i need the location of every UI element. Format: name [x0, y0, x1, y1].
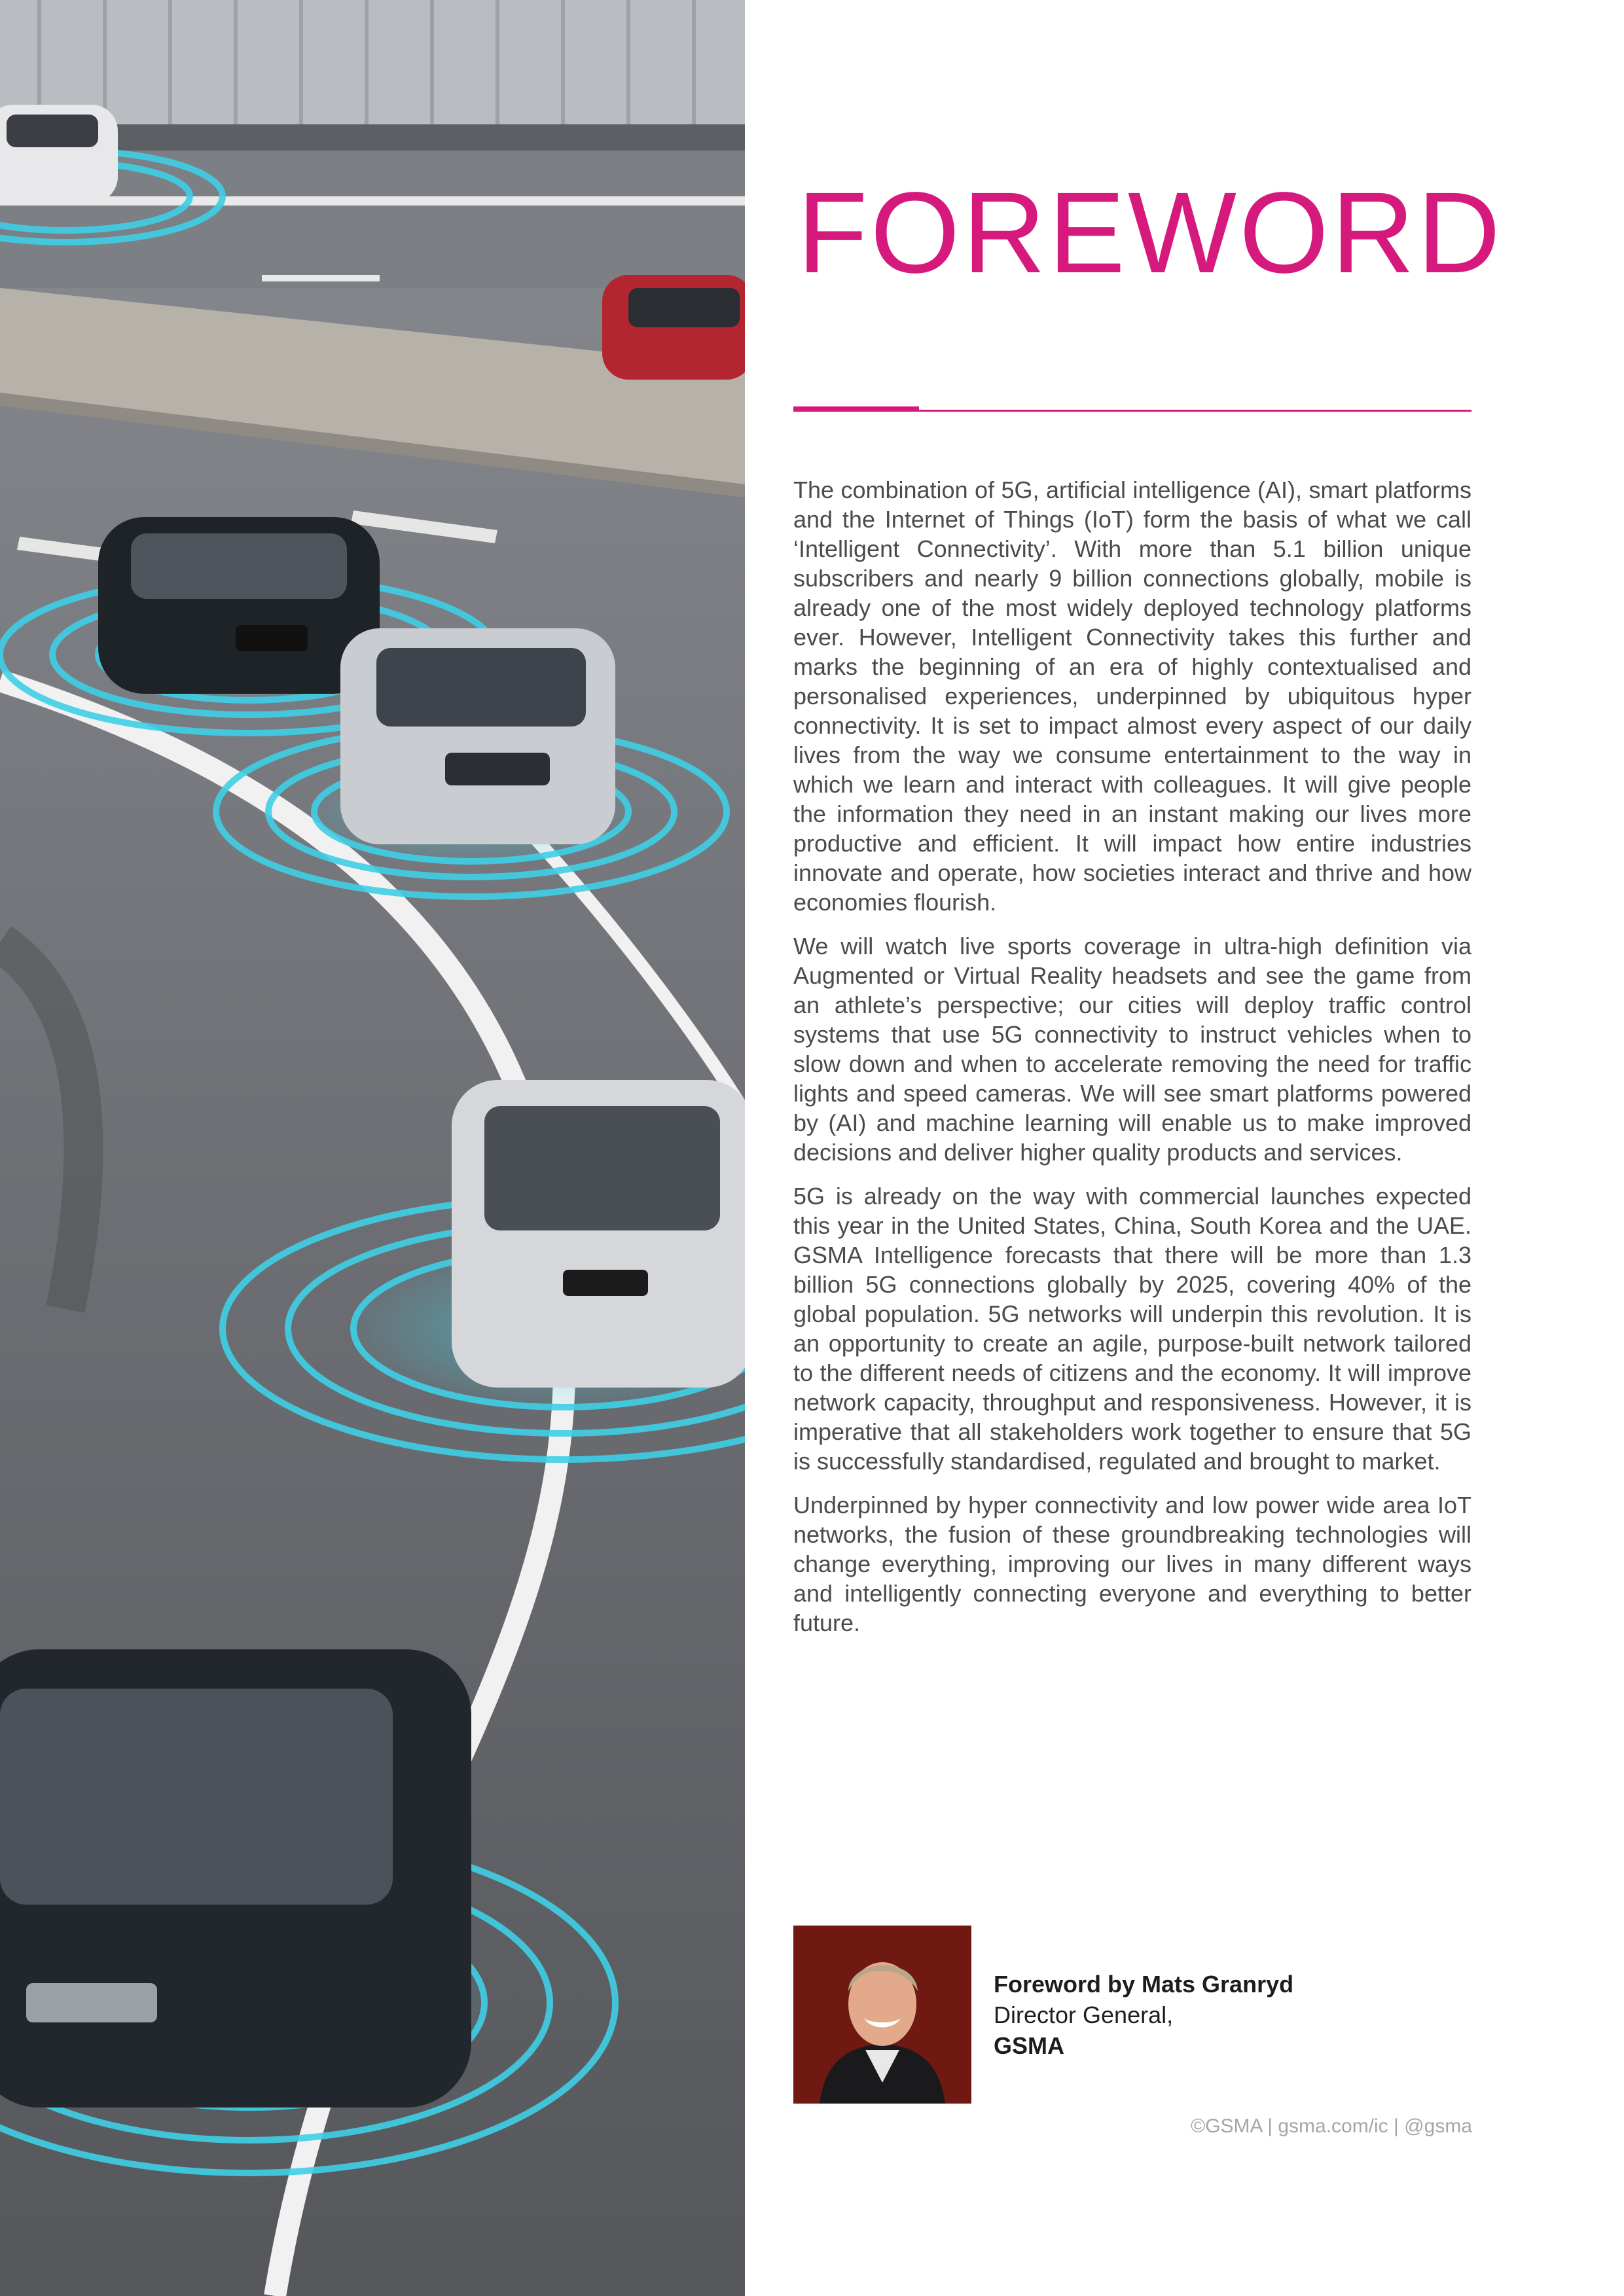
paragraph: Underpinned by hyper connectivity and low power wide area IoT networks, the fusion of these groundbreaking technologies will change everything, improving our lives in many different ways and intelligently connecting everyone and everything to better future.: [793, 1492, 1471, 1636]
page-footer: ©GSMA | gsma.com/ic | @gsma: [1191, 2115, 1472, 2137]
paragraph: The combination of 5G, artificial intelligence (AI), smart platforms and the Internet of Things (IoT) form the basis of what we call ‘Intelligent Connectivity’. With more than 5.1 billion unique subscribers and nearly 9 billion connections globally, mobile is already one of the most widely deployed technology platforms ever. However, Intelligent Connectivity takes this further and marks the beginning of an era of highly contextualised and personalised experiences, underpinned by ubiquitous hyper connectivity. It is set to impact almost every aspect of our daily lives from the way we consume entertainment to the way in which we learn and interact with colleagues. It will give people the information they need in an instant making our lives more productive and efficient. It will impact how entire industries innovate and operate, how societies interact and thrive and how economies flourish.: [793, 476, 1471, 916]
highway-illustration: [0, 0, 745, 2296]
byline-organization: GSMA: [994, 2032, 1064, 2059]
author-byline: [994, 1969, 1293, 2061]
car-black-1: [98, 517, 380, 694]
page-title: FOREWORD: [797, 169, 1504, 297]
title-divider-accent: [793, 406, 919, 412]
portrait-image: [793, 1926, 971, 2104]
byline-author: Foreword by Mats Granryd: [994, 1971, 1294, 1998]
cover-photo: [0, 0, 745, 2296]
paragraph: We will watch live sports coverage in ultra-high definition via Augmented or Virtual Reality headsets and see the game from an athlete’s perspective; our cities will deploy traffic control systems that use 5G connectivity to instruct vehicles when to slow down and when to accelerate removing the need for traffic lights and speed cameras. We will see smart platforms powered by (AI) and machine learning will enable us to make improved decisions and deliver higher quality products and services.: [793, 933, 1471, 1166]
car-red: [602, 275, 745, 380]
paragraph: 5G is already on the way with commercial launches expected this year in the United States, China, South Korea and the UAE. GSMA Intelligence forecasts that there will be more than 1.3 billion 5G connections globally by 2025, covering 40% of the global population. 5G networks will underpin this revolution. It is an opportunity to create an agile, purpose-built network tailored to the different needs of citizens and the economy. It will improve network capacity, throughput and responsiveness. However, it is imperative that all stakeholders work together to ensure that 5G is successfully standardised, regulated and brought to market.: [793, 1183, 1471, 1475]
foreword-body: [793, 475, 1471, 1652]
byline-role: Director General,: [994, 2001, 1174, 2028]
author-portrait: [793, 1926, 971, 2104]
car-white-top: [0, 105, 118, 203]
car-silver-suv: [340, 628, 615, 844]
car-dark-estate: [0, 1649, 471, 2108]
car-silver-sedan: [452, 1080, 745, 1388]
